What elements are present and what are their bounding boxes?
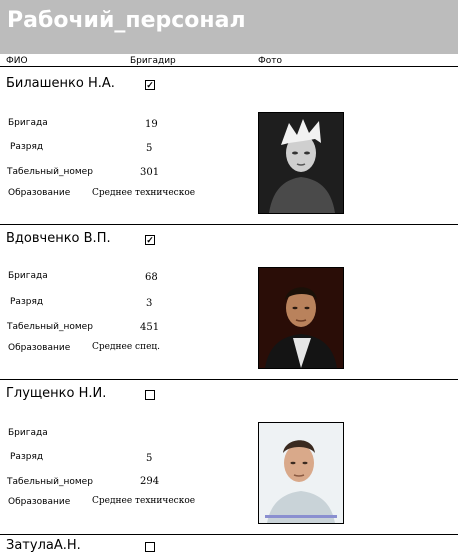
rank-value: 3: [146, 298, 153, 309]
employee-name: Билашенко Н.А.: [6, 76, 115, 91]
tab-number-value: 451: [140, 322, 160, 333]
column-header-photo: Фото: [258, 56, 283, 66]
tab-number-value: 301: [140, 167, 160, 178]
report-header: [0, 0, 458, 54]
employee-name: ЗатулаА.Н.: [6, 538, 81, 553]
employee-record: [0, 70, 458, 225]
employee-record: [0, 535, 458, 554]
brigade-value: 68: [145, 272, 158, 283]
education-value: Среднее техническое: [92, 496, 196, 506]
education-value: Среднее спец.: [92, 342, 161, 352]
rank-label: Разряд: [10, 452, 44, 462]
tab-number-label: Табельный_номер: [7, 167, 93, 177]
rank-value: 5: [146, 143, 153, 154]
rank-label: Разряд: [10, 297, 44, 307]
brigade-label: Бригада: [8, 271, 48, 281]
foreman-checkbox: ✓: [146, 235, 154, 245]
tab-number-label: Табельный_номер: [7, 477, 93, 487]
employee-photo: [258, 422, 344, 524]
brigade-label: Бригада: [8, 118, 48, 128]
tab-number-value: 294: [140, 476, 160, 487]
foreman-checkbox: [145, 542, 155, 552]
employee-photo: [258, 112, 344, 214]
brigade-label: Бригада: [8, 428, 48, 438]
report-title: Рабочий_персонал: [7, 8, 246, 33]
education-label: Образование: [8, 497, 71, 507]
education-value: Среднее техническое: [92, 188, 196, 198]
brigade-value: 19: [145, 119, 158, 130]
column-header-foreman: Бригадир: [130, 56, 176, 66]
column-header-fio: ФИО: [6, 56, 28, 66]
foreman-checkbox: [145, 390, 155, 400]
education-label: Образование: [8, 343, 71, 353]
employee-name: Вдовченко В.П.: [6, 231, 111, 246]
employee-photo: [258, 267, 344, 369]
employee-record: [0, 380, 458, 535]
employee-name: Глущенко Н.И.: [6, 386, 107, 401]
foreman-checkbox: ✓: [146, 80, 154, 90]
rank-value: 5: [146, 453, 153, 464]
tab-number-label: Табельный_номер: [7, 322, 93, 332]
employee-record: [0, 225, 458, 380]
education-label: Образование: [8, 188, 71, 198]
header-divider: [0, 66, 458, 67]
rank-label: Разряд: [10, 142, 44, 152]
